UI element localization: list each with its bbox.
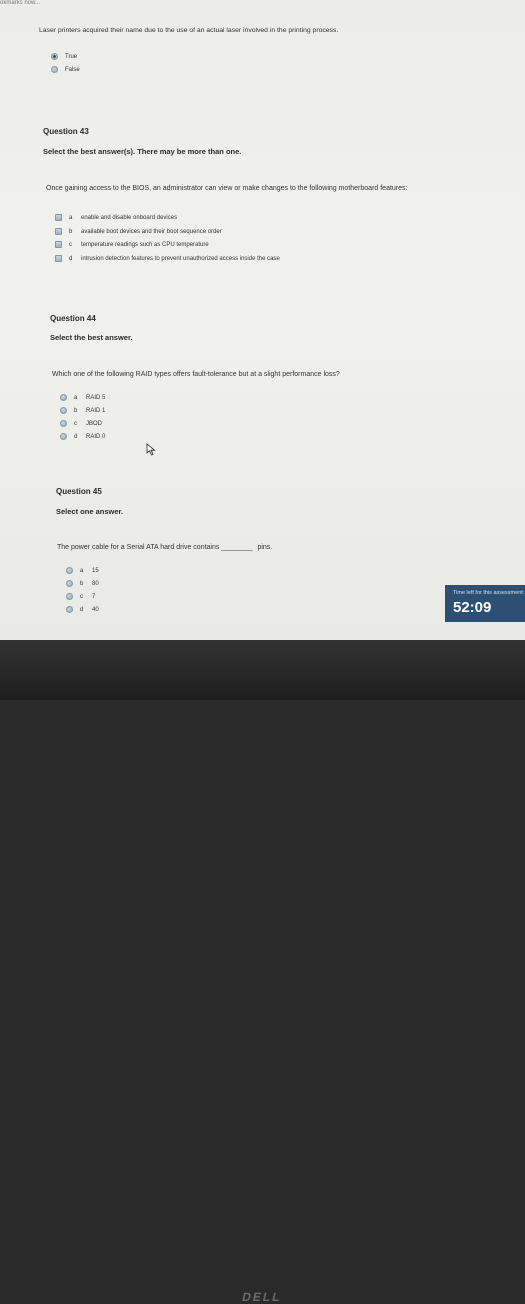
checkbox-b[interactable] — [55, 228, 62, 235]
question-44-instruction: Select the best answer. — [50, 333, 133, 342]
question-45-blank: ________ — [221, 544, 253, 551]
radio-a[interactable] — [66, 567, 73, 574]
q45-option-c[interactable] — [66, 593, 95, 600]
screen — [0, 0, 525, 640]
checkbox-d[interactable] — [55, 255, 62, 262]
brand-logo: DELL — [240, 1290, 284, 1304]
option-true-label: True — [65, 53, 78, 60]
radio-c[interactable] — [66, 593, 73, 600]
q44-option-c-letter: c — [74, 420, 77, 427]
q44-option-b-letter: b — [74, 407, 78, 414]
radio-d[interactable] — [60, 433, 67, 440]
q45-option-a[interactable] — [66, 567, 99, 574]
q43-option-a[interactable] — [55, 214, 177, 221]
checkbox-c[interactable] — [55, 241, 62, 248]
radio-b[interactable] — [66, 580, 73, 587]
checkbox-a[interactable] — [55, 214, 62, 221]
q45-option-d-letter: d — [80, 606, 84, 613]
q45-option-b-label: 80 — [92, 580, 99, 587]
mouse-cursor-icon — [146, 443, 156, 456]
q44-option-d-letter: d — [74, 433, 78, 440]
q44-option-a-letter: a — [74, 394, 78, 401]
option-true[interactable] — [51, 53, 77, 60]
q45-option-a-label: 15 — [92, 567, 99, 574]
assessment-timer — [445, 585, 525, 622]
question-43-instruction: Select the best answer(s). There may be more than one. — [43, 147, 242, 156]
question-45-title: Question 45 — [56, 487, 102, 496]
q44-option-b-label: RAID 1 — [86, 407, 106, 414]
option-false[interactable] — [51, 66, 80, 73]
question-45-text-after: pins. — [257, 544, 273, 551]
question-44-text: Which one of the following RAID types offers fault-tolerance but at a slight performance loss? — [52, 371, 340, 378]
q45-option-c-letter: c — [80, 593, 83, 600]
question-45-text-before: The power cable for a Serial ATA hard drive contains — [57, 544, 220, 551]
q45-option-d[interactable] — [66, 606, 99, 613]
question-45-instruction: Select one answer. — [56, 507, 124, 516]
monitor-bezel — [0, 640, 525, 1304]
radio-a[interactable] — [60, 394, 67, 401]
q45-option-c-label: 7 — [92, 593, 96, 600]
question-45-text — [57, 544, 272, 551]
q45-option-b[interactable] — [66, 580, 99, 587]
q43-option-d[interactable] — [55, 255, 280, 262]
q43-option-d-label: intrusion detection features to prevent unauthorized access inside the case — [81, 255, 280, 262]
question-43-title: Question 43 — [43, 127, 89, 136]
q43-option-d-letter: d — [69, 255, 73, 262]
q45-option-d-label: 40 — [92, 606, 99, 613]
question-43-text: Once gaining access to the BIOS, an administrator can view or make changes to the following motherboard features: — [46, 185, 408, 192]
q44-option-c-label: JBOD — [86, 420, 103, 427]
q43-option-c-label: temperature readings such as CPU temperature — [81, 241, 209, 248]
option-false-label: False — [65, 66, 80, 73]
q44-option-d-label: RAID 0 — [86, 433, 106, 440]
q44-option-d[interactable] — [60, 433, 105, 440]
radio-d[interactable] — [66, 606, 73, 613]
q45-option-b-letter: b — [80, 580, 84, 587]
q44-option-a[interactable] — [60, 394, 105, 401]
q44-option-a-label: RAID 5 — [86, 394, 106, 401]
q44-option-b[interactable] — [60, 407, 105, 414]
q43-option-c-letter: c — [69, 241, 72, 248]
radio-false[interactable] — [51, 66, 58, 73]
q44-option-c[interactable] — [60, 420, 102, 427]
question-44-title: Question 44 — [50, 314, 96, 323]
q43-option-b-label: available boot devices and their boot sequence order — [81, 228, 222, 235]
timer-value: 52:09 — [453, 599, 492, 616]
q43-option-a-letter: a — [69, 214, 73, 221]
q43-option-b[interactable] — [55, 228, 222, 235]
radio-c[interactable] — [60, 420, 67, 427]
radio-b[interactable] — [60, 407, 67, 414]
timer-label: Time left for this assessment: — [453, 590, 525, 596]
q43-option-a-label: enable and disable onboard devices — [81, 214, 178, 221]
radio-true[interactable] — [51, 53, 58, 60]
q43-option-b-letter: b — [69, 228, 73, 235]
q43-option-c[interactable] — [55, 241, 209, 248]
question-prev-text: Laser printers acquired their name due to the use of an actual laser involved in the printing process. — [39, 27, 339, 34]
q45-option-a-letter: a — [80, 567, 84, 574]
browser-bookmarks-fragment: okmarks now... — [0, 0, 41, 6]
